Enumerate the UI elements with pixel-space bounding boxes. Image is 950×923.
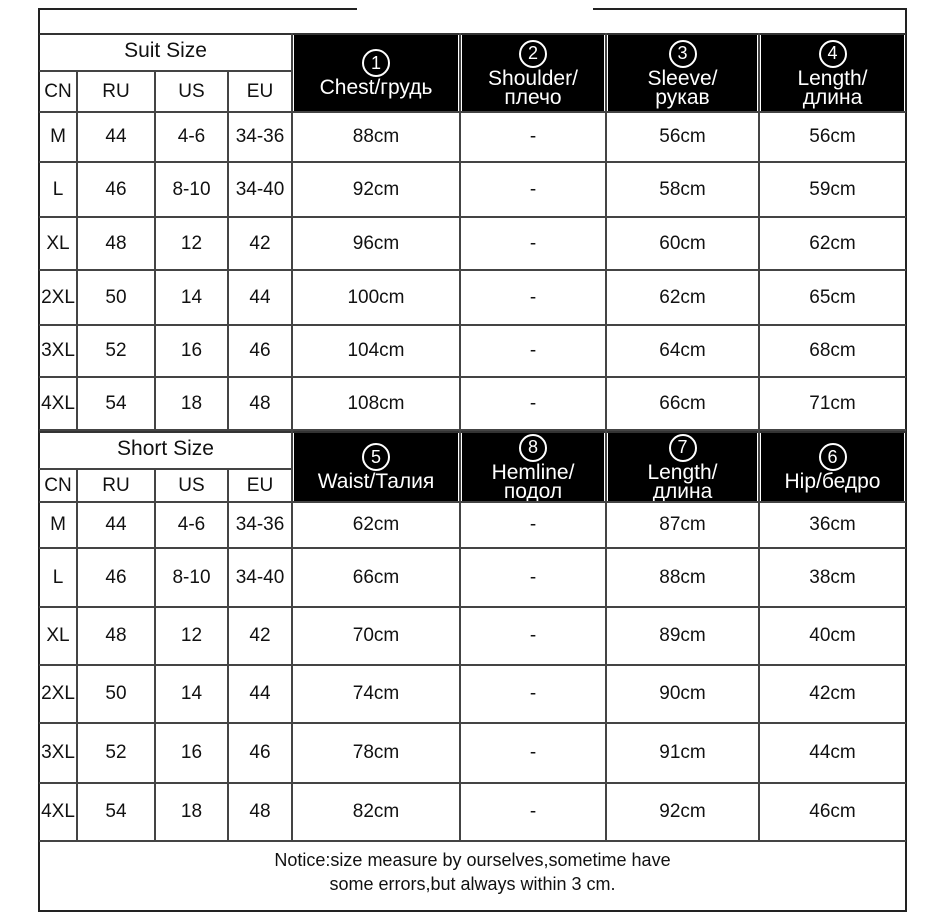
- size-us-cell: 18: [180, 392, 203, 414]
- column-divider: [459, 431, 461, 840]
- measurement-cell: 65cm: [809, 286, 856, 308]
- measurement-cell: 92cm: [352, 178, 400, 200]
- measurement-cell: 42cm: [809, 683, 856, 704]
- size-ru-cell: 44: [105, 514, 127, 535]
- size-ru-cell: 54: [105, 801, 127, 822]
- measurement-cell: 96cm: [352, 232, 400, 254]
- size-ru-cell: 50: [105, 286, 127, 308]
- circled-number-icon: 7: [669, 434, 697, 462]
- column-divider: [291, 431, 293, 840]
- measurement-cell: 92cm: [659, 801, 706, 822]
- column-divider: [605, 33, 607, 429]
- measurement-cell: 38cm: [809, 566, 856, 588]
- measure-label: Chest/грудь: [319, 76, 433, 99]
- measurement-cell: 89cm: [659, 625, 706, 646]
- measure-header-1: [294, 433, 458, 501]
- circled-number-icon: 2: [519, 40, 547, 68]
- size-cn-cell: XL: [46, 625, 70, 646]
- size-eu-cell: 34-40: [235, 566, 285, 588]
- column-divider: [459, 33, 461, 429]
- size-cn-cell: 3XL: [41, 742, 75, 763]
- size-ru-cell: 46: [105, 178, 127, 200]
- column-header-us: US: [178, 80, 205, 102]
- measurement-cell: 46cm: [809, 801, 856, 822]
- column-divider: [227, 72, 229, 429]
- size-eu-cell: 34-36: [235, 126, 285, 147]
- notice-line-1: Notice:size measure by ourselves,sometime have: [274, 850, 671, 870]
- size-ru-cell: 44: [105, 126, 127, 147]
- measure-label-ru: рукав: [655, 85, 710, 109]
- measure-label: Shoulder/: [488, 66, 578, 90]
- size-us-cell: 16: [180, 742, 203, 763]
- size-ru-cell: 52: [105, 340, 127, 361]
- column-divider: [154, 72, 156, 429]
- measurement-cell: 44cm: [809, 742, 856, 763]
- measurement-cell: 78cm: [352, 742, 400, 763]
- column-header-eu: EU: [246, 80, 274, 102]
- measure-label-ru: плечо: [504, 85, 562, 109]
- size-cn-cell: 4XL: [41, 801, 75, 822]
- size-eu-cell: 46: [249, 340, 271, 361]
- measure-label: Length/: [647, 460, 718, 484]
- circled-number-icon: 6: [819, 443, 847, 471]
- measurement-cell: 71cm: [809, 392, 856, 414]
- measurement-cell: 62cm: [352, 514, 400, 535]
- measurement-cell: 68cm: [809, 340, 856, 361]
- measurement-cell: 88cm: [352, 126, 400, 147]
- size-ru-cell: 48: [105, 232, 127, 254]
- circled-number-icon: 5: [362, 443, 390, 471]
- measurement-cell: 59cm: [809, 178, 856, 200]
- measurement-cell: 87cm: [659, 514, 706, 535]
- column-divider: [758, 431, 760, 840]
- measurement-cell: 100cm: [347, 286, 405, 308]
- measurement-cell: 91cm: [659, 742, 706, 763]
- column-divider: [76, 470, 78, 840]
- size-cn-cell: M: [50, 126, 66, 147]
- measurement-cell: 108cm: [347, 392, 405, 414]
- circled-number-icon: 1: [362, 49, 390, 77]
- measurement-cell: 60cm: [659, 232, 706, 254]
- measurement-cell: 40cm: [809, 625, 856, 646]
- size-ru-cell: 54: [105, 392, 127, 414]
- short-size-table: [39, 431, 906, 832]
- notice-line-2: some errors,but always within 3 cm.: [329, 874, 616, 894]
- column-header-us: US: [178, 474, 205, 496]
- measurement-cell: -: [529, 566, 537, 588]
- size-ru-cell: 46: [105, 566, 127, 588]
- measurement-cell: 62cm: [809, 232, 856, 254]
- measurement-cell: -: [529, 126, 537, 147]
- measurement-cell: -: [529, 286, 537, 308]
- measure-header-3: [608, 433, 757, 501]
- size-us-cell: 8-10: [172, 178, 211, 200]
- size-us-cell: 16: [180, 340, 203, 361]
- size-ru-cell: 50: [105, 683, 127, 704]
- size-us-cell: 4-6: [177, 126, 206, 147]
- top-border-gap: [357, 4, 593, 14]
- measurement-cell: -: [529, 340, 537, 361]
- size-cn-cell: 2XL: [41, 683, 75, 704]
- measure-label-ru: подол: [503, 479, 563, 503]
- measurement-cell: -: [529, 683, 537, 704]
- short-size-title: Short Size: [117, 437, 214, 460]
- size-eu-cell: 34-40: [235, 178, 285, 200]
- size-us-cell: 8-10: [172, 566, 211, 588]
- measurement-cell: 90cm: [659, 683, 706, 704]
- measurement-cell: 62cm: [659, 286, 706, 308]
- measurement-cell: -: [529, 178, 537, 200]
- measurement-cell: -: [529, 801, 537, 822]
- column-divider: [758, 33, 760, 429]
- size-ru-cell: 52: [105, 742, 127, 763]
- suit-size-title: Suit Size: [124, 39, 207, 62]
- measurement-cell: -: [529, 514, 537, 535]
- measure-header-2: [462, 433, 604, 501]
- suit-size-table: [39, 33, 906, 429]
- measure-label-ru: длина: [652, 479, 713, 503]
- size-eu-cell: 46: [249, 742, 271, 763]
- size-us-cell: 4-6: [177, 514, 206, 535]
- size-eu-cell: 48: [249, 801, 271, 822]
- notice-text: [39, 832, 906, 912]
- column-divider: [154, 470, 156, 840]
- measurement-cell: 64cm: [659, 340, 706, 361]
- measure-label: Length/: [797, 66, 868, 90]
- measurement-cell: -: [529, 232, 537, 254]
- measurement-cell: 66cm: [659, 392, 706, 414]
- measure-label: Waist/Талия: [317, 470, 435, 493]
- size-cn-cell: L: [52, 566, 64, 588]
- size-eu-cell: 34-36: [235, 514, 285, 535]
- measurement-cell: -: [529, 392, 537, 414]
- size-eu-cell: 48: [249, 392, 271, 414]
- measure-label: Sleeve/: [647, 66, 718, 90]
- size-eu-cell: 44: [249, 683, 271, 704]
- size-eu-cell: 44: [249, 286, 271, 308]
- measure-header-2: [462, 35, 604, 111]
- circled-number-icon: 8: [519, 434, 547, 462]
- size-us-cell: 14: [180, 286, 203, 308]
- measurement-cell: -: [529, 625, 537, 646]
- column-header-ru: RU: [102, 80, 130, 102]
- column-divider: [291, 33, 293, 429]
- size-us-cell: 18: [180, 801, 203, 822]
- measurement-cell: 82cm: [352, 801, 400, 822]
- measure-header-3: [608, 35, 757, 111]
- measurement-cell: 56cm: [659, 126, 706, 147]
- size-us-cell: 14: [180, 683, 203, 704]
- measurement-cell: 58cm: [659, 178, 706, 200]
- size-ru-cell: 48: [105, 625, 127, 646]
- measurement-cell: 56cm: [809, 126, 856, 147]
- measurement-cell: 36cm: [809, 514, 856, 535]
- circled-number-icon: 4: [819, 40, 847, 68]
- measure-label: Hemline/: [491, 460, 575, 484]
- column-divider: [605, 431, 607, 840]
- size-cn-cell: L: [52, 178, 64, 200]
- size-us-cell: 12: [180, 232, 203, 254]
- measurement-cell: 66cm: [352, 566, 400, 588]
- size-eu-cell: 42: [249, 625, 271, 646]
- column-divider: [76, 72, 78, 429]
- measure-header-1: [294, 35, 458, 111]
- measure-label: Hip/бедро: [784, 470, 881, 493]
- measure-label-ru: длина: [802, 85, 863, 109]
- circled-number-icon: 3: [669, 40, 697, 68]
- measure-header-4: [761, 433, 904, 501]
- measurement-cell: 74cm: [352, 683, 400, 704]
- size-cn-cell: 3XL: [41, 340, 75, 361]
- size-us-cell: 12: [180, 625, 203, 646]
- measurement-cell: 88cm: [659, 566, 706, 588]
- column-header-ru: RU: [102, 474, 130, 496]
- size-cn-cell: M: [50, 514, 66, 535]
- measurement-cell: -: [529, 742, 537, 763]
- measurement-cell: 104cm: [347, 340, 405, 361]
- measure-header-4: [761, 35, 904, 111]
- size-cn-cell: XL: [46, 232, 70, 254]
- size-cn-cell: 4XL: [41, 392, 75, 414]
- size-eu-cell: 42: [249, 232, 271, 254]
- column-divider: [227, 470, 229, 840]
- column-header-cn: CN: [44, 80, 72, 102]
- measurement-cell: 70cm: [352, 625, 400, 646]
- column-header-eu: EU: [246, 474, 274, 496]
- column-header-cn: CN: [44, 474, 72, 496]
- size-cn-cell: 2XL: [41, 286, 75, 308]
